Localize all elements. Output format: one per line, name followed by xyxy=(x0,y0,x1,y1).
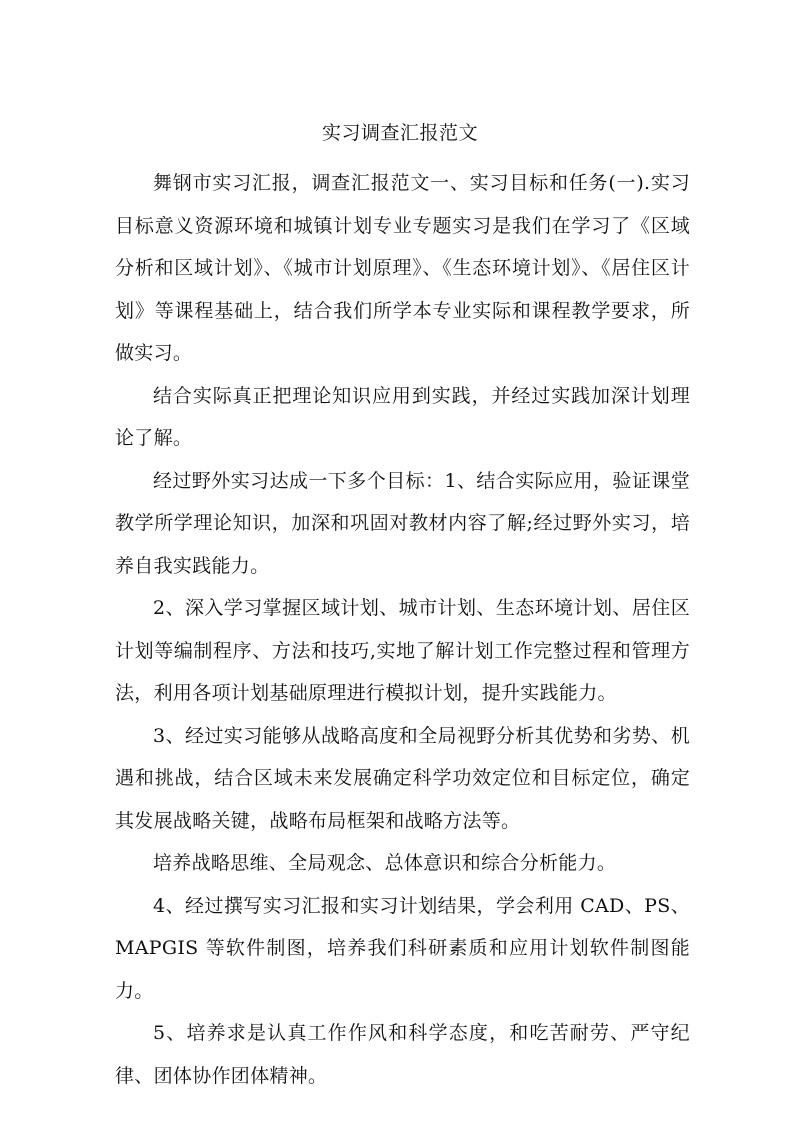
paragraph-1: 舞钢市实习汇报，调查汇报范文一、实习目标和任务(一).实习目标意义资源环境和城镇计划专业专题实习是我们在学习了《区域分析和区域计划》、《城市计划原理》、《生态环境计划》、《居住区计划》等课程基础上，结合我们所学本专业实际和课程教学要求，所做实习。 xyxy=(115,172,690,364)
paragraph-3: 经过野外实习达成一下多个目标：1、结合实际应用，验证课堂教学所学理论知识，加深和巩固对教材内容了解;经过野外实习，培养自我实践能力。 xyxy=(115,469,690,577)
paragraph-7: 4、经过撰写实习汇报和实习计划结果，学会利用 CAD、PS、MAPGIS 等软件制图，培养我们科研素质和应用计划软件制图能力。 xyxy=(115,894,690,1002)
paragraph-5: 3、经过实习能够从战略高度和全局视野分析其优势和劣势、机遇和挑战，结合区域未来发展确定科学功效定位和目标定位，确定其发展战略关键，战略布局框架和战略方法等。 xyxy=(115,724,690,832)
document-body xyxy=(115,162,690,1097)
paragraph-6: 培养战略思维、全局观念、总体意识和综合分析能力。 xyxy=(153,852,617,874)
paragraph-8: 5、培养求是认真工作作风和科学态度，和吃苦耐劳、严守纪律、团体协作团体精神。 xyxy=(115,1022,690,1087)
document-title: 实习调查汇报范文 xyxy=(321,122,478,144)
paragraph-4: 2、深入学习掌握区域计划、城市计划、生态环境计划、居住区计划等编制程序、方法和技巧,实地了解计划工作完整过程和管理方法，利用各项计划基础原理进行模拟计划，提升实践能力。 xyxy=(115,597,690,704)
paragraph-2: 结合实际真正把理论知识应用到实践，并经过实践加深计划理论了解。 xyxy=(115,384,690,449)
